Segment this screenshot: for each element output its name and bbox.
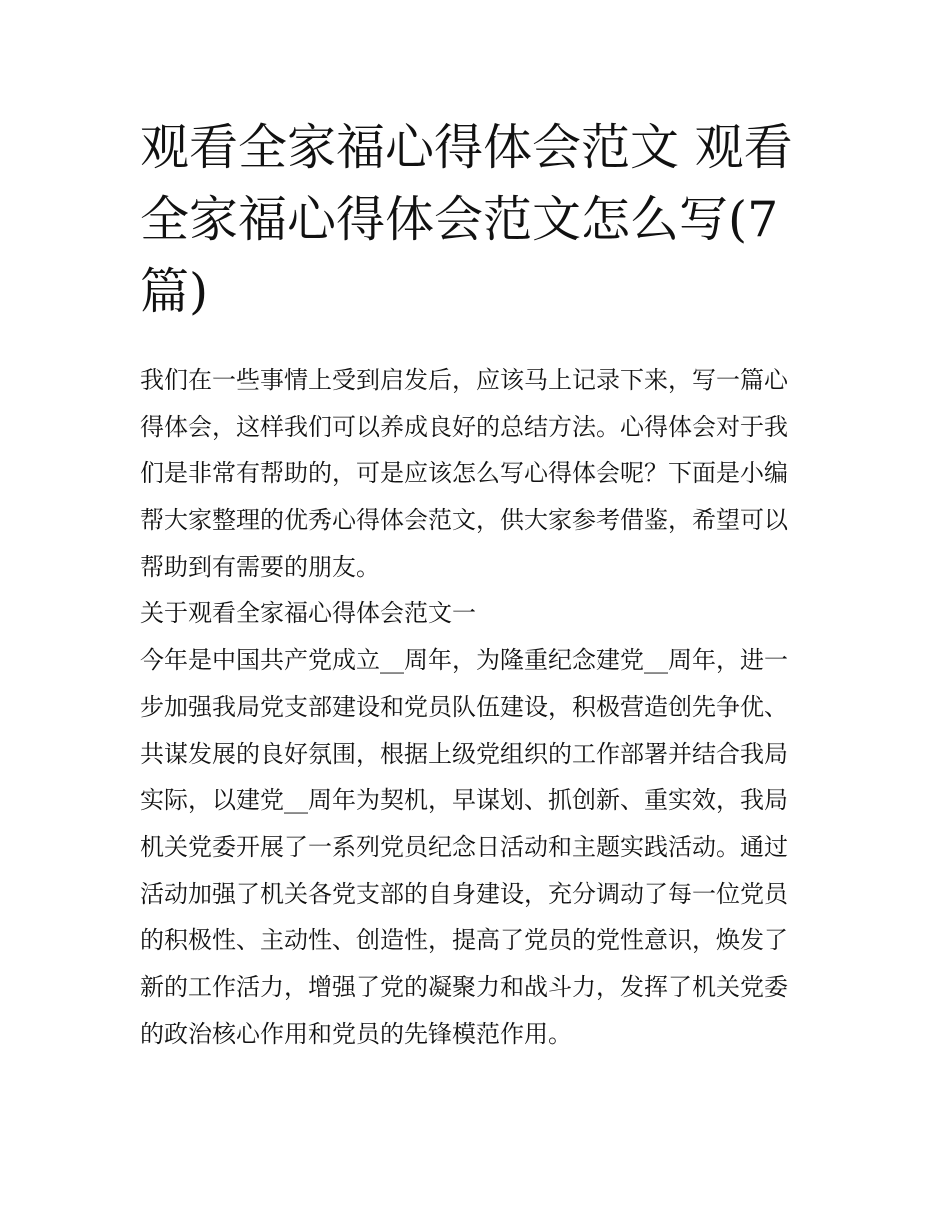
title-line: 观看全家福心得体会范文 观看 <box>140 119 793 176</box>
paragraph-line: 今年是中国共产党成立__周年，为隆重纪念建党__周年，进一 <box>140 646 788 675</box>
title-line: 全家福心得体会范文怎么写(7 <box>140 191 779 248</box>
document-title <box>140 112 820 328</box>
paragraph-line: 实际，以建党__周年为契机，早谋划、抓创新、重实效，我局 <box>140 786 788 815</box>
paragraph-line: 的积极性、主动性、创造性，提高了党员的党性意识，焕发了 <box>140 926 788 955</box>
intro-line: 帮大家整理的优秀心得体会范文，供大家参考借鉴，希望可以 <box>140 506 788 535</box>
intro-line: 帮助到有需要的朋友。 <box>140 552 380 581</box>
intro-line: 们是非常有帮助的，可是应该怎么写心得体会呢？下面是小编 <box>140 459 788 488</box>
intro-paragraph <box>140 357 820 590</box>
intro-line: 得体会，这样我们可以养成良好的总结方法。心得体会对于我 <box>140 412 788 441</box>
paragraph-line: 活动加强了机关各党支部的自身建设，充分调动了每一位党员 <box>140 879 788 908</box>
title-line: 篇) <box>140 263 209 320</box>
paragraph-line: 的政治核心作用和党员的先锋模范作用。 <box>140 1019 572 1048</box>
paragraph-line: 机关党委开展了一系列党员纪念日活动和主题实践活动。通过 <box>140 832 788 861</box>
section-heading: 关于观看全家福心得体会范文一 <box>140 599 476 628</box>
paragraph-line: 步加强我局党支部建设和党员队伍建设，积极营造创先争优、 <box>140 692 788 721</box>
intro-line: 我们在一些事情上受到启发后，应该马上记录下来，写一篇心 <box>140 366 788 394</box>
document-body <box>140 357 820 1057</box>
paragraph-line: 新的工作活力，增强了党的凝聚力和战斗力，发挥了机关党委 <box>140 972 788 1001</box>
paragraph-line: 共谋发展的良好氛围，根据上级党组织的工作部署并结合我局 <box>140 739 788 768</box>
section-paragraph <box>140 637 820 1057</box>
